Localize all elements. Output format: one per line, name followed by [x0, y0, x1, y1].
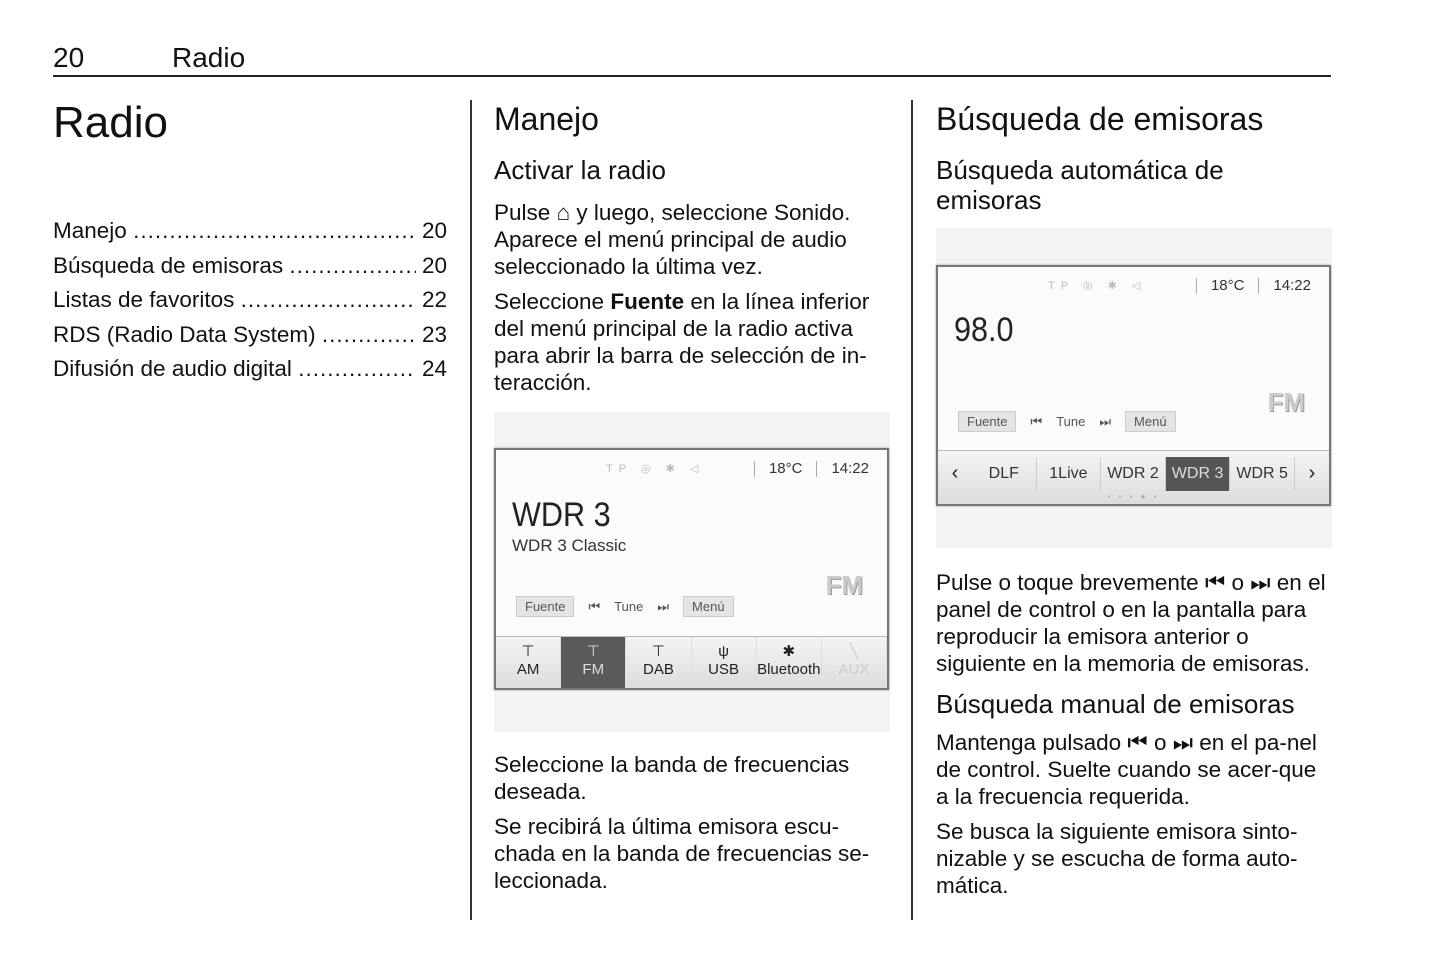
paragraph: Mantenga pulsado ⏮ o ⏭ en el pa-nel de control. Suelte cuando se acer-que a la frecuencia requerida. — [936, 730, 1317, 809]
source-am[interactable]: ⊤ AM — [496, 637, 561, 688]
toc-label: Búsqueda de emisoras — [53, 252, 284, 278]
toc-entry[interactable] — [53, 249, 447, 284]
radio-screen — [494, 448, 889, 690]
subheading: Búsqueda automática de emisoras — [936, 155, 1224, 215]
paragraph: Pulse ⌂ y luego, seleccione Sonido. Aparece el menú principal de audio seleccionado la última vez. — [494, 200, 851, 279]
status-icons: TP ◎ ✱ ◁ — [1048, 280, 1147, 292]
source-bar — [496, 636, 887, 688]
seek-forward-icon: ⏭ — [1250, 570, 1271, 595]
middle-text-2 — [494, 751, 890, 894]
preset-item-active[interactable]: WDR 3 — [1166, 457, 1231, 491]
radio-screenshot — [494, 412, 890, 732]
toc-page: 22 — [421, 287, 447, 312]
menu-button[interactable]: Menú — [683, 596, 734, 617]
menu-button[interactable]: Menú — [1125, 411, 1176, 432]
clock: 14:22 — [831, 460, 869, 477]
section-heading: Búsqueda de emisoras — [936, 101, 1264, 137]
preset-item[interactable]: WDR 2 — [1101, 457, 1166, 491]
paragraph: Seleccione Fuente en la línea inferior del menú principal de la radio activa para abrir la barra de selección de in-teracción. — [494, 289, 870, 395]
tune-button[interactable]: Tune — [1056, 414, 1086, 429]
status-icons: TP ◎ ✱ ◁ — [606, 463, 705, 475]
source-fm[interactable]: ⊤ FM — [561, 637, 626, 688]
toc-entry[interactable] — [53, 214, 447, 249]
preset-bar — [938, 450, 1329, 504]
source-usb[interactable]: ψ USB — [692, 637, 757, 688]
program-name: WDR 3 Classic — [512, 536, 627, 555]
tune-button[interactable]: Tune — [614, 599, 644, 614]
subheading: Activar la radio — [494, 155, 666, 185]
seek-forward-icon: ⏭ — [1172, 730, 1193, 755]
preset-item[interactable]: WDR 5 — [1230, 457, 1295, 491]
paragraph: Se recibirá la última emisora escu-chada en la banda de frecuencias se-leccionada. — [494, 814, 870, 893]
paragraph: Se busca la siguiente emisora sinto-nizable y se escucha de forma auto-mática. — [936, 819, 1298, 898]
toc-label: Listas de favoritos — [53, 287, 235, 312]
toc-entry[interactable] — [53, 352, 447, 387]
column-divider — [911, 100, 913, 920]
temperature: 18°C — [1210, 277, 1245, 294]
home-icon: ⌂ — [556, 200, 571, 225]
fuente-button[interactable]: Fuente — [516, 596, 574, 617]
toc-label: Manejo — [53, 218, 127, 243]
source-aux: ╲ AUX — [822, 637, 887, 688]
column-divider — [470, 100, 472, 920]
seek-forward-icon[interactable]: ⏭ — [1099, 413, 1112, 429]
toc-page: 20 — [421, 252, 447, 278]
station-name: WDR 3 — [512, 496, 611, 534]
subheading: Búsqueda manual de emisoras — [936, 689, 1295, 719]
preset-screenshot — [936, 228, 1332, 548]
fm-tower-logo: FM — [825, 570, 863, 600]
seek-back-icon: ⏮ — [1127, 730, 1148, 755]
page-indicator: • • • ● • — [1107, 492, 1160, 501]
toc-entry[interactable] — [53, 318, 447, 353]
source-dab[interactable]: ⊤ DAB — [626, 637, 691, 688]
paragraph: Seleccione la banda de frecuencias deseada. — [494, 752, 850, 804]
fm-tower-logo: FM — [1267, 387, 1305, 417]
paragraph: Pulse o toque brevemente ⏮ o ⏭ en el panel de control o en la pantalla para reproducir la emisora anterior o siguiente en la memoria de emisoras. — [936, 570, 1326, 676]
seek-back-icon[interactable]: ⏮ — [588, 598, 601, 614]
chapter-title: Radio — [53, 98, 168, 147]
seek-back-icon[interactable]: ⏮ — [1030, 413, 1043, 429]
toc-label: Difusión de audio digital — [53, 356, 292, 381]
preset-item[interactable]: DLF — [972, 457, 1037, 491]
toc-entry[interactable] — [53, 283, 447, 318]
temperature: 18°C — [768, 460, 803, 477]
fuente-button[interactable]: Fuente — [958, 411, 1016, 432]
toc-page: 23 — [421, 321, 447, 347]
table-of-contents — [53, 214, 447, 387]
page-number: 20 — [53, 42, 85, 73]
seek-forward-icon[interactable]: ⏭ — [657, 598, 670, 614]
right-text — [936, 569, 1332, 899]
header-rule — [53, 75, 1331, 77]
chevron-left-icon[interactable]: ‹ — [951, 462, 959, 484]
radio-screen — [936, 265, 1331, 506]
chevron-right-icon[interactable]: › — [1308, 462, 1316, 484]
toc-label: RDS (Radio Data System) — [53, 321, 316, 347]
seek-back-icon: ⏮ — [1204, 570, 1226, 595]
frequency: 98.0 — [954, 311, 1014, 349]
toc-page: 20 — [421, 218, 447, 243]
source-bluetooth[interactable]: ✱ Bluetooth — [757, 637, 822, 688]
section-heading: Manejo — [494, 101, 599, 137]
preset-item[interactable]: 1Live — [1037, 457, 1102, 491]
running-header: Radio — [172, 42, 246, 73]
middle-text-1 — [494, 199, 890, 396]
toc-page: 24 — [421, 356, 447, 381]
clock: 14:22 — [1273, 277, 1311, 294]
